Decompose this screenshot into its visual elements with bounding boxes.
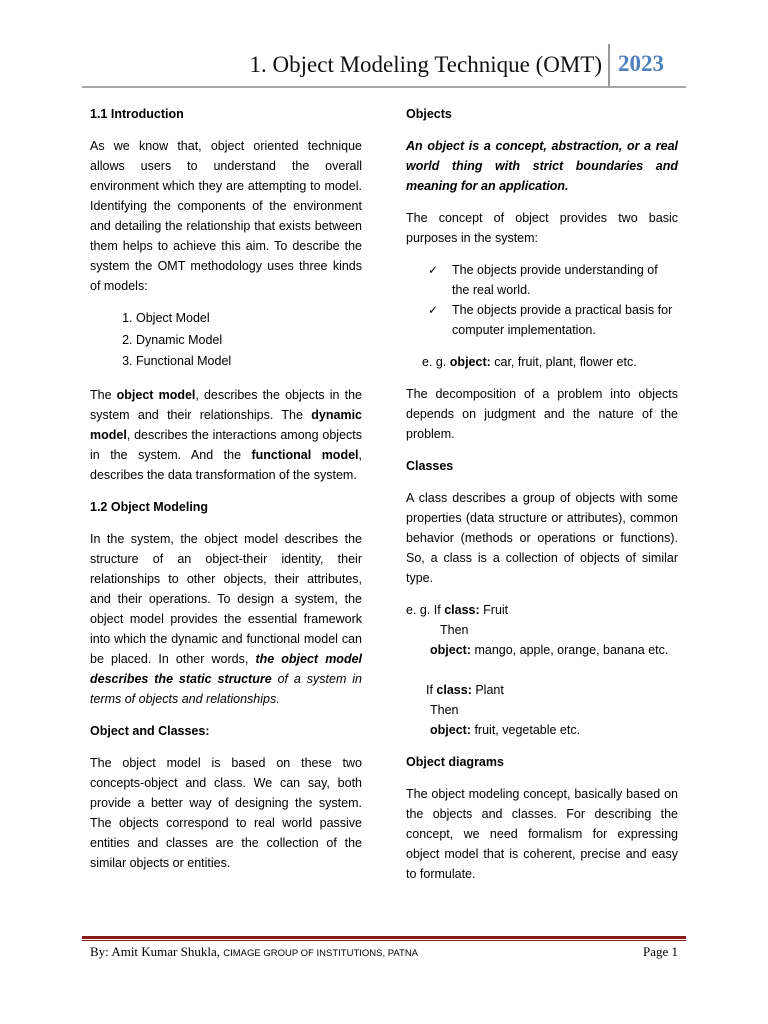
footer-author: By: Amit Kumar Shukla, CIMAGE GROUP OF INSTITUTIONS, PATNA xyxy=(90,944,419,959)
list-item: 2. Dynamic Model xyxy=(136,330,362,352)
list-item: 3. Functional Model xyxy=(136,351,362,373)
objects-heading: Objects xyxy=(406,107,452,121)
document-title: 1. Object Modeling Technique (OMT) xyxy=(249,52,602,77)
list-item: ✓ The objects provide a practical basis for computer implementation. xyxy=(428,300,678,340)
models-description: The object model, describes the objects in the system and their relationships. The dynamic model, describes the interactions among objects in the system. And the functional model, describes the data transformation of the system. xyxy=(90,387,362,482)
object-modeling-heading: 1.2 Object Modeling xyxy=(90,499,209,514)
object-example: e. g. object: car, fruit, plant, flower etc. xyxy=(422,355,637,369)
object-definition: An object is a concept, abstraction, or a real world thing with strict boundaries and meaning for an application. xyxy=(406,139,678,193)
classes-paragraph: A class describes a group of objects with some properties (data structure or attributes), common behavior (methods or operations or functions). So, a class is a collection of objects of similar type. xyxy=(406,491,678,585)
classes-heading: Classes xyxy=(406,459,454,473)
left-column xyxy=(90,104,362,885)
class-example-fruit: e. g. If class: Fruit Then object: mango, apple, orange, banana etc. xyxy=(406,603,669,657)
object-classes-heading: Object and Classes: xyxy=(90,723,210,738)
footer-institution: CIMAGE GROUP OF INSTITUTIONS, PATNA xyxy=(223,948,419,959)
page-number: Page 1 xyxy=(642,944,678,959)
intro-paragraph: As we know that, object oriented technique allows users to understand the overall environment which they are attempting to model. Identifying the components of the environment and detailing the relationship that exists between them helps to achieve this aim. To describe the system the OMT methodology uses three kinds of models: xyxy=(90,139,362,293)
page-header xyxy=(0,44,768,88)
list-item: 1. Object Model xyxy=(136,308,362,330)
object-diagrams-paragraph: The object modeling concept, basically based on the objects and classes. For describing the concept, we need formalism for expressing object model that is coherent, precise and easy to formulate. xyxy=(406,787,678,881)
checkmark-icon: ✓ xyxy=(428,263,439,277)
checkmark-icon: ✓ xyxy=(428,303,439,317)
list-item: ✓ The objects provide understanding of the real world. xyxy=(428,260,678,300)
decomposition-paragraph: The decomposition of a problem into objects depends on judgment and the nature of the problem. xyxy=(406,387,678,441)
right-column xyxy=(406,104,678,896)
models-list xyxy=(90,308,362,373)
purposes-intro: The concept of object provides two basic purposes in the system: xyxy=(406,211,678,245)
object-modeling-paragraph: In the system, the object model describes the structure of an object-their identity, their relationships to other objects, their attributes, and their operations. To design a system, the object model provides the essential framework into which the dynamic and functional model can be placed. In other words, the object model describes the static structure of a system in terms of objects and relationships. xyxy=(90,531,362,706)
header-year: 2023 xyxy=(618,51,664,76)
page-footer xyxy=(90,944,678,964)
object-diagrams-heading: Object diagrams xyxy=(406,755,504,769)
class-example-plant: If class: Plant Then object: fruit, vegetable etc. xyxy=(426,683,581,737)
object-classes-paragraph: The object model is based on these two concepts-object and class. We can say, both provide a better way of designing the system. The objects correspond to real world passive entities and classes are the collection of the similar objects or entities. xyxy=(90,755,362,870)
intro-heading: 1.1 Introduction xyxy=(90,107,184,121)
header-rule xyxy=(82,86,686,88)
header-divider xyxy=(608,44,610,86)
purposes-list xyxy=(406,260,678,340)
footer-rule-thin xyxy=(82,940,686,941)
footer-rule xyxy=(82,936,686,939)
